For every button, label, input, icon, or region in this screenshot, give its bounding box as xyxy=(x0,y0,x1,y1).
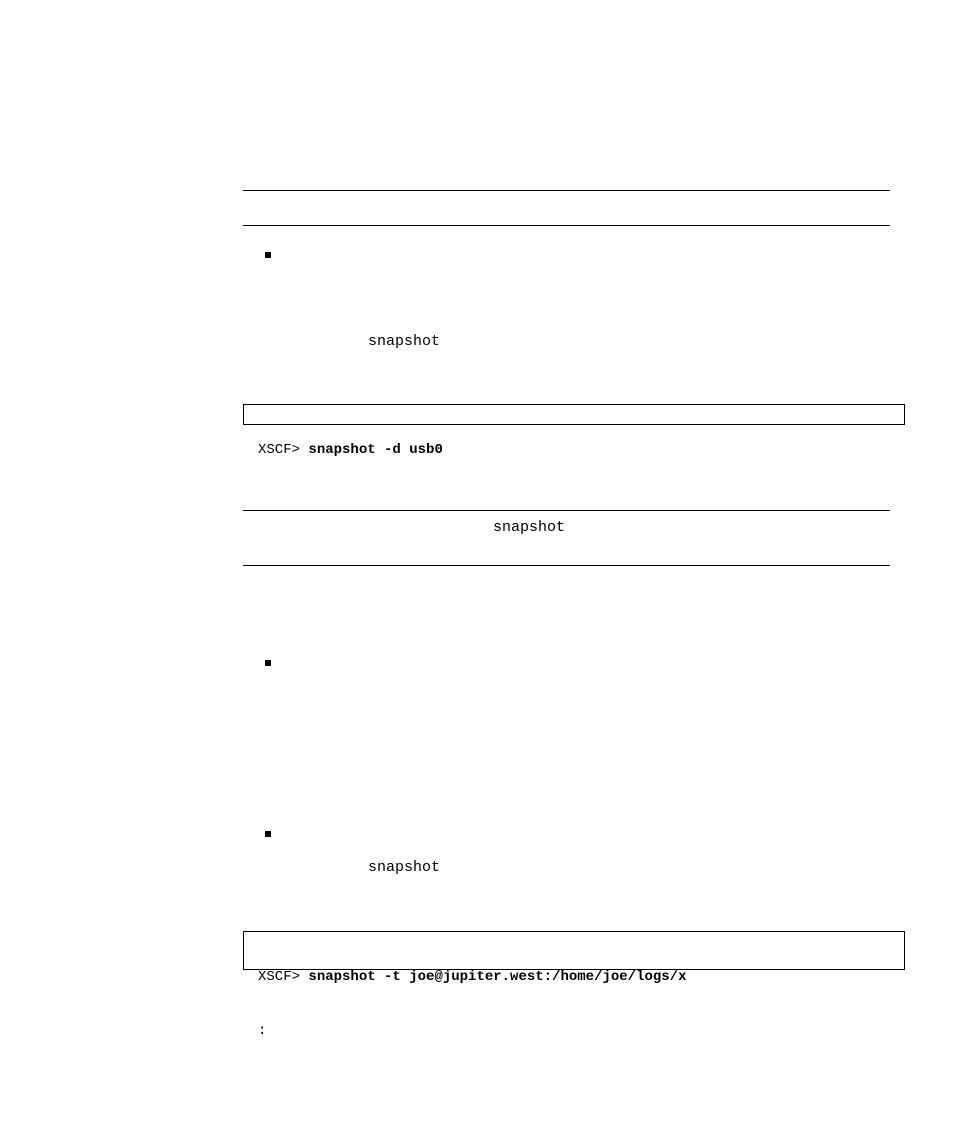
note-top-rule-2 xyxy=(243,225,890,226)
inline-code-snapshot-1: snapshot xyxy=(368,333,441,350)
inline-code-snapshot-2: snapshot xyxy=(368,859,441,876)
code-prompt: XSCF> xyxy=(258,442,309,458)
note-inline-code-snapshot: snapshot xyxy=(493,519,566,536)
code-line-1 xyxy=(258,441,904,459)
note-rule-bottom xyxy=(243,565,890,566)
code-command: snapshot -d usb0 xyxy=(308,442,443,458)
code-command: snapshot -t joe@jupiter.west:/home/joe/logs/x xyxy=(308,969,687,985)
code-line-1 xyxy=(258,968,904,986)
code-block-usb xyxy=(243,404,905,458)
bullet-marker-3 xyxy=(265,831,271,837)
code-prompt: XSCF> xyxy=(258,969,309,985)
note-rule-top xyxy=(243,510,890,511)
code-block-transfer xyxy=(243,931,905,1039)
bullet-marker-2 xyxy=(265,660,271,666)
code-line-2: : xyxy=(258,1023,267,1039)
note-top-rule-1 xyxy=(243,190,890,191)
bullet-marker-1 xyxy=(265,252,271,258)
